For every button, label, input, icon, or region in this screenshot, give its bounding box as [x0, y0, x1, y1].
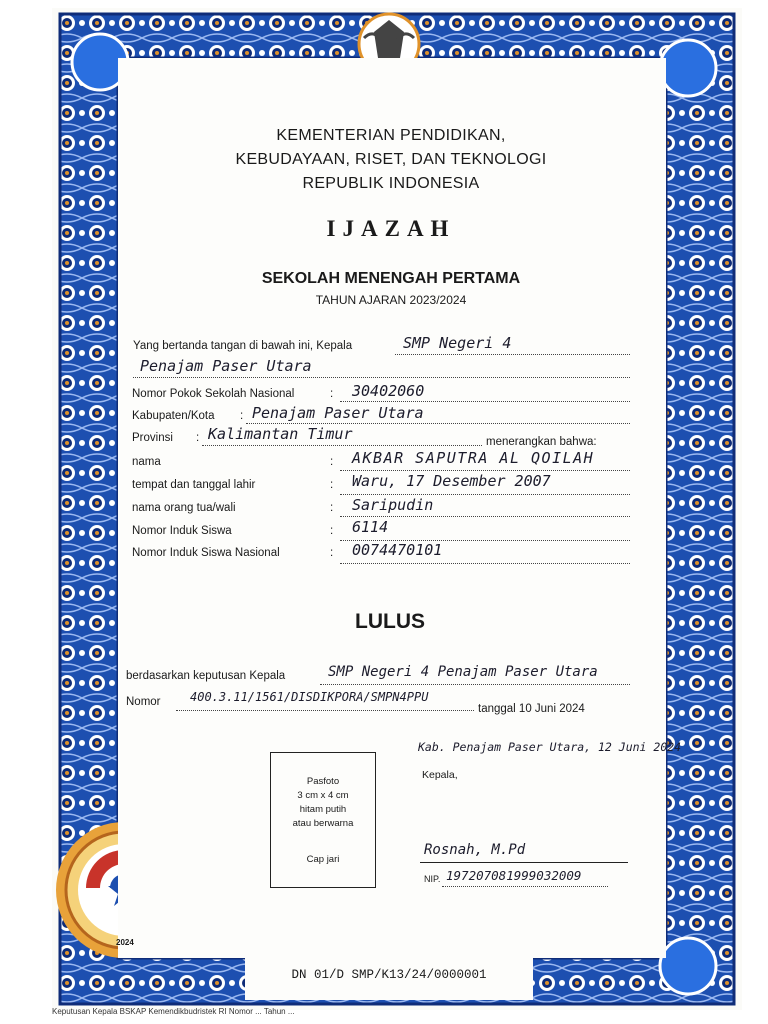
footnote: Keputusan Kepala BSKAP Kemendikbudristek RI Nomor ... Tahun ...	[52, 1007, 295, 1016]
signature-line	[420, 862, 628, 863]
ortu-value: Saripudin	[352, 496, 434, 514]
provinsi-label: Provinsi	[132, 432, 173, 444]
npsn-value: 30402060	[352, 382, 425, 400]
photo-instructions: Pasfoto 3 cm x 4 cm hitam putih atau berwarna	[292, 776, 354, 829]
kabupaten-value: Penajam Paser Utara	[252, 404, 424, 422]
signer-name: Rosnah, M.Pd	[424, 842, 526, 858]
nisn-value: 0074470101	[352, 541, 443, 559]
nip-value: 197207081999032009	[446, 868, 582, 883]
cap-jari-label: Cap jari	[306, 854, 340, 865]
nis-label: Nomor Induk Siswa	[132, 525, 232, 537]
nama-label: nama	[132, 456, 161, 468]
serial-number: DN 01/D SMP/K13/24/0000001	[291, 968, 487, 982]
student-name-value: AKBAR SAPUTRA AL QOILAH	[352, 449, 595, 467]
npsn-label: Nomor Pokok Sekolah Nasional	[132, 388, 295, 400]
ministry-heading: KEMENTERIAN PENDIDIKAN, KEBUDAYAAN, RISET, DAN TEKNOLOGI REPUBLIK INDONESIA	[235, 127, 547, 192]
academic-year: TAHUN AJARAN 2023/2024	[315, 293, 467, 307]
place-date: Kab. Penajam Paser Utara, 12 Juni 2024	[418, 740, 682, 754]
kabupaten-label: Kabupaten/Kota	[132, 410, 215, 422]
decision-label: berdasarkan keputusan Kepala	[126, 670, 286, 682]
nomor-label: Nomor	[126, 696, 161, 708]
school-level: SEKOLAH MENENGAH PERTAMA	[261, 270, 521, 287]
ttl-label: tempat dan tanggal lahir	[132, 479, 256, 491]
ttl-value: Waru, 17 Desember 2007	[352, 472, 551, 490]
intro-label: Yang bertanda tangan di bawah ini, Kepala	[133, 340, 353, 352]
school-name-value: SMP Negeri 4	[403, 334, 512, 352]
ortu-label: nama orang tua/wali	[132, 502, 236, 514]
result-status: LULUS	[355, 610, 425, 633]
decision-date: tanggal 10 Juni 2024	[478, 703, 585, 715]
document-title: IJAZAH	[326, 216, 456, 241]
menerangkan-text: menerangkan bahwa:	[486, 436, 597, 448]
seal-year: 2024	[116, 938, 134, 947]
provinsi-value: Kalimantan Timur	[208, 425, 353, 443]
decision-value: SMP Negeri 4 Penajam Paser Utara	[328, 664, 598, 680]
school-location-value: Penajam Paser Utara	[140, 357, 312, 375]
signer-role: Kepala,	[422, 769, 458, 781]
nip-label: NIP.	[424, 874, 441, 884]
nisn-label: Nomor Induk Siswa Nasional	[132, 547, 280, 559]
nomor-value: 400.3.11/1561/DISDIKPORA/SMPN4PPU	[190, 690, 429, 704]
nis-value: 6114	[352, 518, 389, 536]
